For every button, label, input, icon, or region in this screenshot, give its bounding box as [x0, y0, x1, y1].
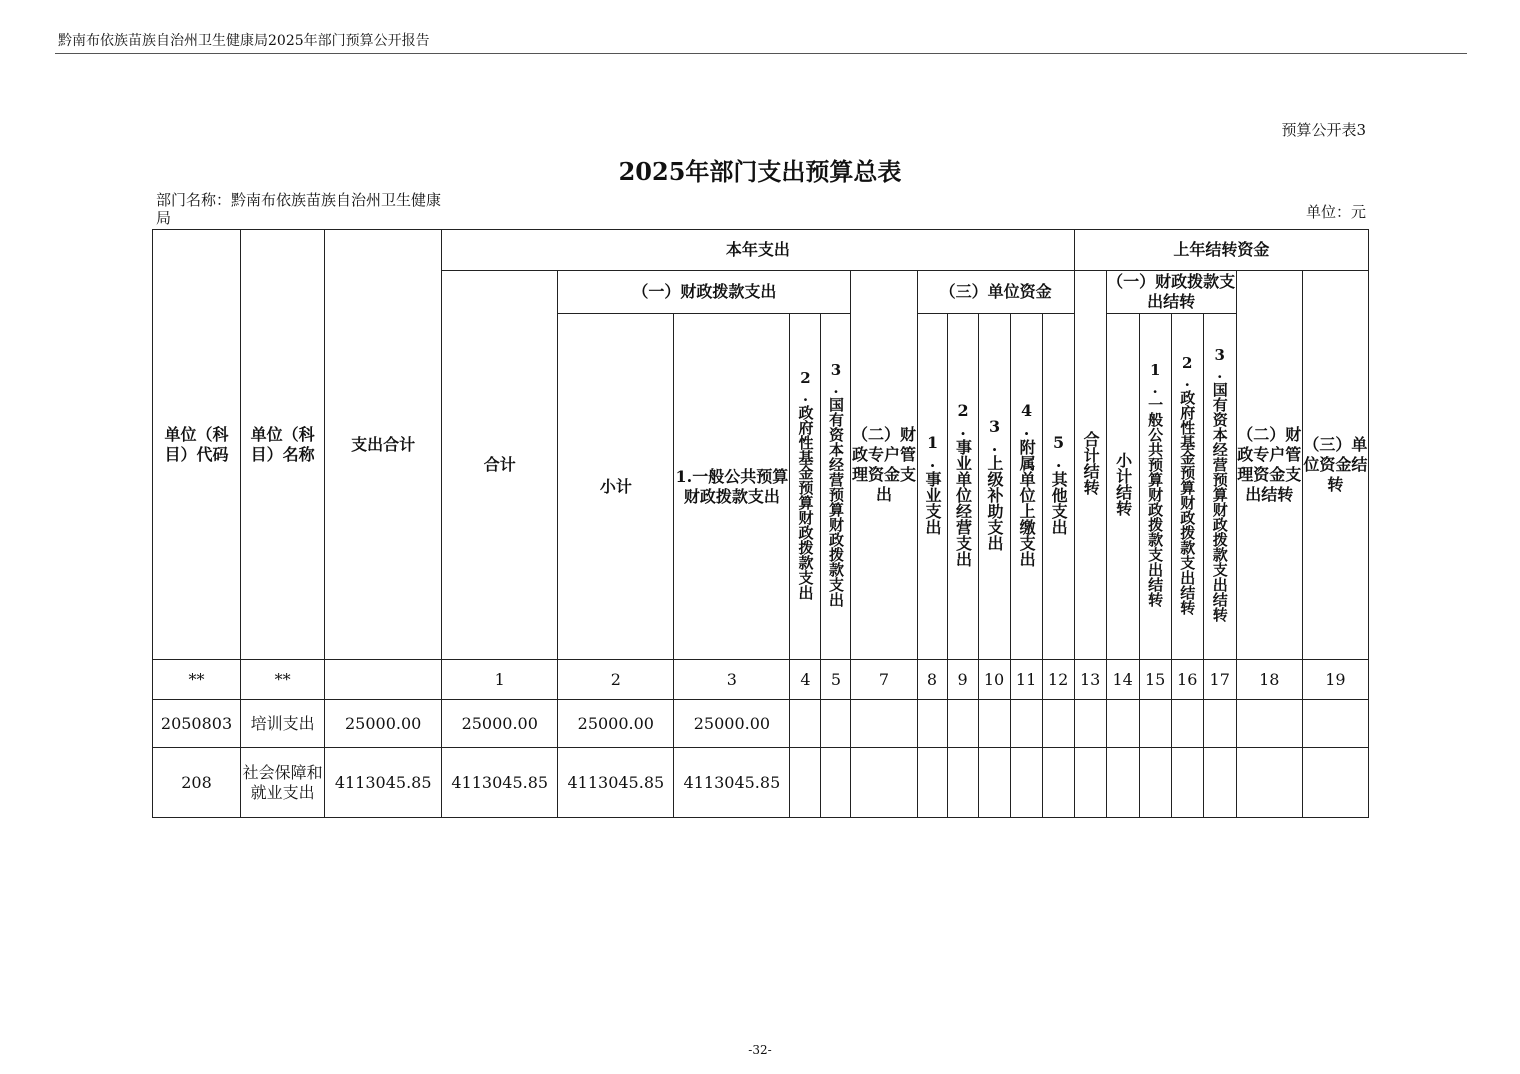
empty-cell: [1042, 700, 1074, 748]
row-c2: 25000.00: [558, 700, 674, 748]
header-rule: [55, 53, 1467, 54]
row-total: 4113045.85: [325, 748, 442, 818]
empty-cell: [1203, 700, 1236, 748]
row-c1: 4113045.85: [442, 748, 558, 818]
header-u4: 4.附属单位上缴支出: [1017, 401, 1037, 567]
index-cell: 17: [1203, 660, 1236, 700]
index-cell: 13: [1074, 660, 1106, 700]
empty-cell: [1139, 700, 1171, 748]
header-carry-general-cell: [1139, 314, 1171, 660]
table-number: 预算公开表3: [1281, 121, 1366, 139]
empty-cell: [947, 748, 978, 818]
empty-cell: [1010, 748, 1042, 818]
empty-cell: [1010, 700, 1042, 748]
index-cell: 5: [821, 660, 851, 700]
empty-cell: [1236, 748, 1302, 818]
index-cell: 19: [1302, 660, 1368, 700]
empty-cell: [1106, 748, 1139, 818]
header-fiscal-general: 1.一般公共预算财政拨款支出: [674, 314, 790, 660]
header-u4-cell: [1010, 314, 1042, 660]
empty-cell: [1106, 700, 1139, 748]
empty-cell: [1074, 700, 1106, 748]
index-cell: 18: [1236, 660, 1302, 700]
empty-cell: [1236, 700, 1302, 748]
empty-cell: [978, 748, 1010, 818]
row-c3: 4113045.85: [674, 748, 790, 818]
index-cell: 8: [917, 660, 947, 700]
empty-cell: [851, 748, 917, 818]
department-name: 部门名称：黔南布依族苗族自治州卫生健康局: [156, 191, 442, 227]
header-carry-gov-fund: 2.政府性基金预算财政拨款支出结转: [1178, 353, 1197, 615]
header-u2: 2.事业单位经营支出: [953, 401, 973, 567]
empty-cell: [1139, 748, 1171, 818]
header-carry-sub-cell: [1106, 314, 1139, 660]
empty-cell: [821, 700, 851, 748]
budget-table: [152, 229, 1369, 818]
page-title: 2025年部门支出预算总表: [618, 157, 902, 186]
header-fiscal-sub: 小计: [558, 314, 674, 660]
header-carry-fiscal: （一）财政拨款支出结转: [1106, 271, 1236, 314]
empty-cell: [851, 700, 917, 748]
running-header: 黔南布依族苗族自治州卫生健康局2025年部门预算公开报告: [58, 33, 430, 49]
header-u3: 3.上级补助支出: [985, 417, 1005, 551]
empty-cell: [917, 748, 947, 818]
header-carry-total: 合计结转: [1081, 430, 1101, 495]
header-u3-cell: [978, 314, 1010, 660]
header-prev-year: 上年结转资金: [1074, 230, 1368, 271]
row-c2: 4113045.85: [558, 748, 674, 818]
unit-label: 单位：元: [1305, 203, 1366, 221]
header-u5: 5.其他支出: [1049, 433, 1069, 535]
index-cell: 9: [947, 660, 978, 700]
empty-cell: [1302, 700, 1368, 748]
index-cell: 4: [790, 660, 821, 700]
empty-cell: [1203, 748, 1236, 818]
row-name: 社会保障和就业支出: [241, 748, 325, 818]
index-cell: 2: [558, 660, 674, 700]
index-cell: 7: [851, 660, 917, 700]
index-cell: 12: [1042, 660, 1074, 700]
empty-cell: [1171, 748, 1203, 818]
header-carry-state-capital-cell: [1203, 314, 1236, 660]
row-name: 培训支出: [241, 700, 325, 748]
empty-cell: [1171, 700, 1203, 748]
table-row: [153, 748, 1369, 818]
header-fiscal-gov-fund: 2.政府性基金预算财政拨款支出: [796, 368, 815, 600]
empty-cell: [947, 700, 978, 748]
index-cell: 16: [1171, 660, 1203, 700]
table-row: [153, 700, 1369, 748]
header-u5-cell: [1042, 314, 1074, 660]
empty-cell: [821, 748, 851, 818]
header-fiscal-gov-fund-cell: [790, 314, 821, 660]
row-code: 208: [153, 748, 241, 818]
header-unit-funds: （三）单位资金: [917, 271, 1074, 314]
header-u2-cell: [947, 314, 978, 660]
index-cell: [325, 660, 442, 700]
header-carry-sub: 小计结转: [1113, 452, 1133, 516]
index-cell: **: [153, 660, 241, 700]
empty-cell: [790, 700, 821, 748]
empty-cell: [790, 748, 821, 818]
header-carry-unit: （三）单位资金结转: [1302, 271, 1368, 660]
header-carry-total-cell: [1074, 271, 1106, 660]
header-special: （二）财政专户管理资金支出: [851, 271, 917, 660]
header-carry-general: 1.一般公共预算财政拨款支出结转: [1146, 361, 1165, 607]
header-name: 单位（科目）名称: [241, 230, 325, 660]
index-cell: 15: [1139, 660, 1171, 700]
header-code: 单位（科目）代码: [153, 230, 241, 660]
header-fiscal: （一）财政拨款支出: [558, 271, 851, 314]
header-subtotal-all: 合计: [442, 271, 558, 660]
empty-cell: [1042, 748, 1074, 818]
empty-cell: [1074, 748, 1106, 818]
header-carry-special: （二）财政专户管理资金支出结转: [1236, 271, 1302, 660]
header-fiscal-state-capital-cell: [821, 314, 851, 660]
header-carry-gov-fund-cell: [1171, 314, 1203, 660]
header-fiscal-state-capital: 3.国有资本经营预算财政拨款支出: [826, 361, 845, 607]
row-code: 2050803: [153, 700, 241, 748]
header-u1-cell: [917, 314, 947, 660]
row-c3: 25000.00: [674, 700, 790, 748]
empty-cell: [1302, 748, 1368, 818]
index-cell: 10: [978, 660, 1010, 700]
empty-cell: [978, 700, 1010, 748]
index-cell: 14: [1106, 660, 1139, 700]
index-row: [153, 660, 1369, 700]
header-this-year: 本年支出: [442, 230, 1074, 271]
row-c1: 25000.00: [442, 700, 558, 748]
row-total: 25000.00: [325, 700, 442, 748]
index-cell: **: [241, 660, 325, 700]
header-total: 支出合计: [325, 230, 442, 660]
header-carry-state-capital: 3.国有资本经营预算财政拨款支出结转: [1210, 346, 1229, 622]
index-cell: 11: [1010, 660, 1042, 700]
index-cell: 1: [442, 660, 558, 700]
index-cell: 3: [674, 660, 790, 700]
header-u1: 1.事业支出: [923, 433, 943, 535]
page-number: -32-: [748, 1043, 772, 1057]
empty-cell: [917, 700, 947, 748]
